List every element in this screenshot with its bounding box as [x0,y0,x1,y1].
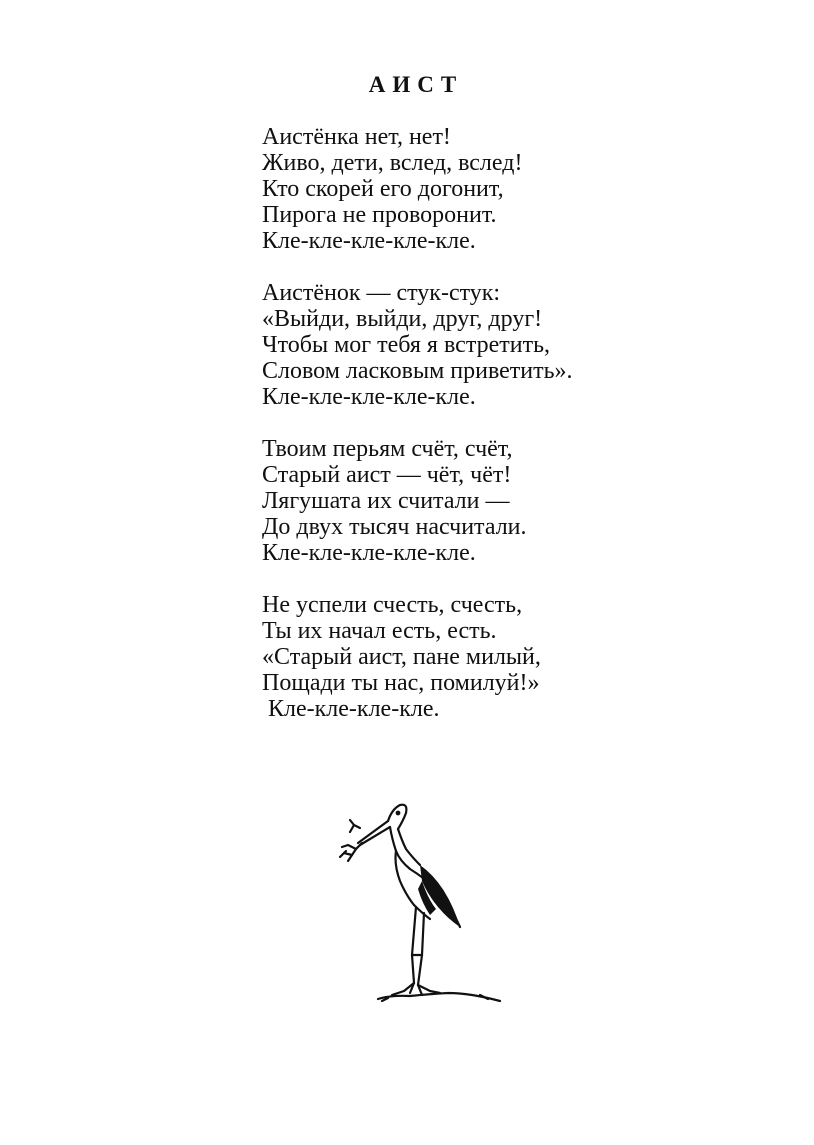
refrain-line: Кле-кле-кле-кле-кле. [262,384,476,410]
poem-line: Чтобы мог тебя я встретить, [262,332,551,358]
poem-title: АИСТ [368,72,464,97]
poem-line: Живо, дети, вслед, вслед! [262,150,523,176]
poem-line: «Выйди, выйди, друг, друг! [262,306,543,332]
stanza [262,592,722,722]
refrain-line: Кле-кле-кле-кле-кле. [262,540,476,566]
poem-line: Твоим перьям счёт, счёт, [262,436,513,462]
stork-with-frog-illustration [330,795,510,1010]
poem-line: Аистёнка нет, нет! [262,124,451,150]
stanza [262,124,722,254]
poem-line: Ты их начал есть, есть. [262,618,497,644]
refrain-line: Кле-кле-кле-кле. [268,696,440,722]
poem-line: Словом ласковым приветить». [262,358,573,384]
poem-line: Не успели счесть, счесть, [262,592,523,618]
poem-line: Кто скорей его догонит, [262,176,504,202]
poem-line: Лягушата их считали — [262,488,510,514]
refrain-line: Кле-кле-кле-кле-кле. [262,228,476,254]
poem-body [262,124,722,748]
poem-line: До двух тысяч насчитали. [262,514,527,540]
poem-line: Пирога не проворонит. [262,202,497,228]
poem-line: Пощади ты нас, помилуй!» [262,670,540,696]
stanza [262,436,722,566]
stanza [262,280,722,410]
poem-line: Аистёнок — стук-стук: [262,280,501,306]
poem-line: «Старый аист, пане милый, [262,644,541,670]
poem-line: Старый аист — чёт, чёт! [262,462,512,488]
